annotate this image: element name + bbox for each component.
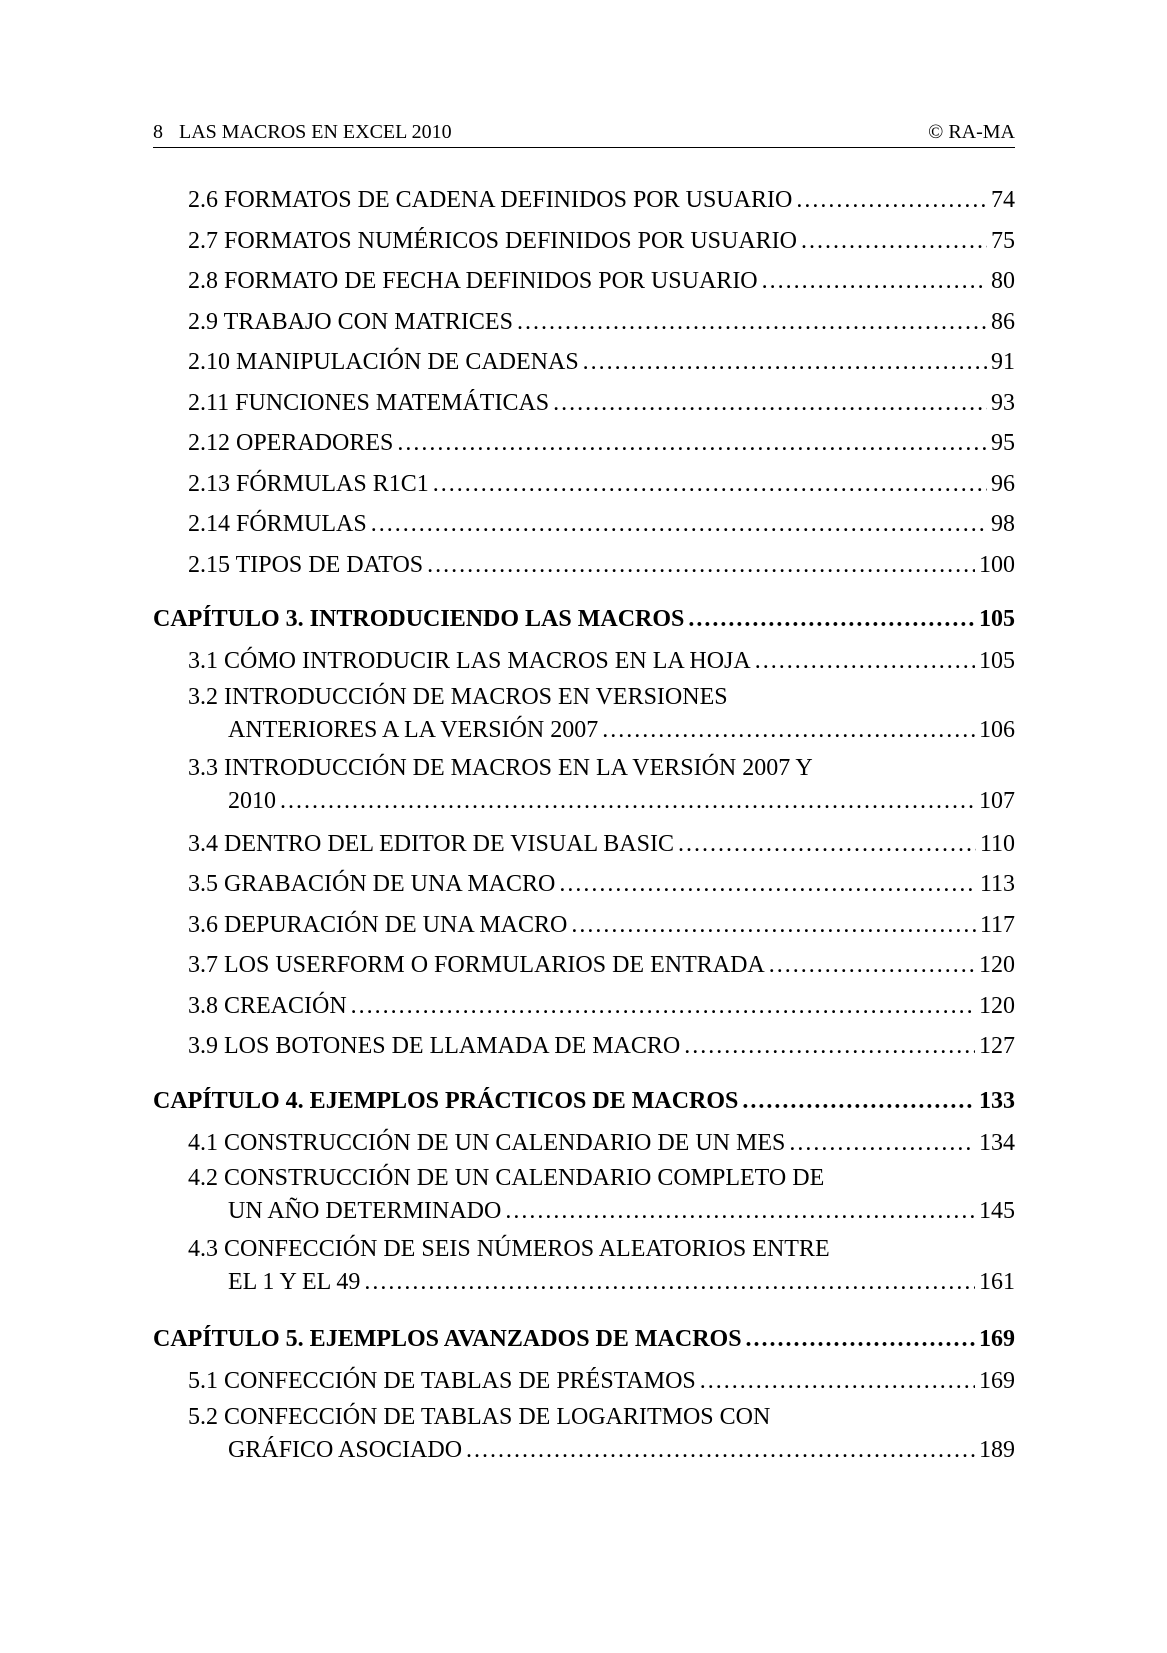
toc-line (153, 1080, 1015, 1123)
toc-entry-title: 2.6 FORMATOS DE CADENA DEFINIDOS POR USUARIO (188, 187, 793, 213)
dot-leader (505, 1194, 975, 1228)
toc-line (188, 713, 1015, 753)
toc-section-entry (153, 945, 1015, 986)
toc-section-entry (153, 261, 1015, 302)
toc-entry-title: 3.2 INTRODUCCIÓN DE MACROS EN VERSIONES (188, 683, 728, 710)
toc-section-entry (153, 1234, 1015, 1305)
toc-entry-title: EL 1 Y EL 49 (228, 1269, 361, 1295)
toc-entry-title: 2.11 FUNCIONES MATEMÁTICAS (188, 389, 550, 416)
toc-entry-title: 3.8 CREACIÓN (188, 992, 347, 1019)
toc-entry-title: 5.1 CONFECCIÓN DE TABLAS DE PRÉSTAMOS (188, 1368, 696, 1394)
toc-page-number: 145 (979, 1198, 1015, 1224)
toc-section-entry (153, 1402, 1015, 1473)
toc-line (188, 302, 1015, 343)
toc-chapter-entry (153, 585, 1015, 641)
toc-page-number: 133 (979, 1087, 1015, 1114)
toc-entry-title: ANTERIORES A LA VERSIÓN 2007 (228, 716, 599, 743)
toc-entry-title: 3.4 DENTRO DEL EDITOR DE VISUAL BASIC (188, 830, 674, 857)
dot-leader (517, 302, 987, 343)
toc-line (153, 598, 1015, 641)
dot-leader (742, 1080, 975, 1123)
dot-leader (397, 423, 987, 464)
toc-entry-title: 3.6 DEPURACIÓN DE UNA MACRO (188, 911, 568, 938)
toc-page-number: 134 (979, 1129, 1015, 1156)
dot-leader (602, 713, 975, 747)
toc-page-number: 161 (979, 1269, 1015, 1295)
toc-line (188, 1433, 1015, 1473)
table-of-contents (153, 180, 1015, 1473)
dot-leader (571, 905, 976, 946)
toc-line (188, 945, 1015, 986)
dot-leader (684, 1026, 975, 1067)
toc-entry-title: 4.1 CONSTRUCCIÓN DE UN CALENDARIO DE UN MES (188, 1129, 786, 1156)
toc-section-entry (153, 753, 1015, 824)
toc-entry-title: UN AÑO DETERMINADO (228, 1198, 502, 1224)
toc-line (188, 784, 1015, 824)
toc-section-entry (153, 504, 1015, 545)
toc-entry-title: 2.9 TRABAJO CON MATRICES (188, 308, 513, 335)
toc-line (188, 1265, 1015, 1305)
toc-page-number: 127 (979, 1033, 1015, 1059)
toc-page-number: 91 (991, 349, 1015, 375)
toc-page-number: 95 (991, 430, 1015, 456)
toc-section-entry (153, 180, 1015, 221)
toc-line (188, 864, 1015, 905)
toc-page-number: 80 (991, 268, 1015, 294)
toc-section-entry (153, 986, 1015, 1027)
toc-entry-title: 5.2 CONFECCIÓN DE TABLAS DE LOGARITMOS CON (188, 1403, 771, 1430)
toc-line (188, 1123, 1015, 1164)
book-title: LAS MACROS EN EXCEL 2010 (179, 121, 452, 143)
toc-section-entry (153, 641, 1015, 682)
toc-line (188, 464, 1015, 505)
toc-page-number: 98 (991, 511, 1015, 537)
toc-line (153, 1318, 1015, 1361)
dot-leader (700, 1361, 975, 1402)
toc-line (188, 824, 1015, 865)
dot-leader (583, 342, 987, 383)
toc-line (188, 1194, 1015, 1234)
toc-page-number: 86 (991, 308, 1015, 335)
toc-entry-title: 2.7 FORMATOS NUMÉRICOS DEFINIDOS POR USUARIO (188, 227, 797, 254)
toc-line (188, 221, 1015, 262)
toc-entry-title: 2010 (228, 787, 276, 814)
toc-entry-title: 3.3 INTRODUCCIÓN DE MACROS EN LA VERSIÓN 2007 Y (188, 754, 813, 781)
dot-leader (796, 180, 987, 221)
toc-page-number: 117 (979, 911, 1015, 938)
toc-line (188, 1234, 1015, 1265)
toc-entry-title: CAPÍTULO 4. EJEMPLOS PRÁCTICOS DE MACROS (153, 1087, 739, 1114)
toc-line (188, 1026, 1015, 1067)
toc-line (188, 753, 1015, 784)
toc-line (188, 986, 1015, 1027)
toc-entry-title: 3.7 LOS USERFORM O FORMULARIOS DE ENTRADA (188, 952, 765, 978)
toc-page-number: 120 (979, 992, 1015, 1019)
toc-section-entry (153, 423, 1015, 464)
toc-entry-title: CAPÍTULO 3. INTRODUCIENDO LAS MACROS (153, 606, 685, 632)
toc-entry-title: CAPÍTULO 5. EJEMPLOS AVANZADOS DE MACROS (153, 1326, 742, 1352)
toc-line (188, 545, 1015, 586)
toc-entry-title: 2.15 TIPOS DE DATOS (188, 551, 424, 578)
dot-leader (801, 221, 987, 262)
dot-leader (427, 545, 975, 586)
toc-page-number: 106 (979, 716, 1015, 743)
toc-section-entry (153, 824, 1015, 865)
toc-line (188, 1402, 1015, 1433)
dot-leader (688, 598, 975, 641)
toc-section-entry (153, 682, 1015, 753)
toc-page-number: 189 (979, 1436, 1015, 1463)
toc-line (188, 1361, 1015, 1402)
page-number: 8 (153, 121, 163, 143)
toc-line (188, 383, 1015, 424)
toc-page-number: 105 (979, 606, 1015, 632)
toc-page-number: 107 (979, 787, 1015, 814)
toc-page-number: 93 (991, 389, 1015, 416)
dot-leader (755, 641, 975, 682)
header-left (153, 120, 452, 144)
dot-leader (364, 1265, 975, 1299)
toc-page-number: 169 (979, 1368, 1015, 1394)
toc-page-number: 96 (991, 470, 1015, 497)
toc-line (188, 261, 1015, 302)
dot-leader (789, 1123, 975, 1164)
toc-chapter-entry (153, 1067, 1015, 1123)
dot-leader (280, 784, 975, 818)
toc-page-number: 110 (979, 830, 1015, 857)
toc-chapter-entry (153, 1305, 1015, 1361)
toc-section-entry (153, 221, 1015, 262)
toc-section-entry (153, 1163, 1015, 1234)
toc-entry-title: 2.13 FÓRMULAS R1C1 (188, 470, 429, 497)
toc-page-number: 105 (979, 648, 1015, 674)
dot-leader (466, 1433, 975, 1467)
dot-leader (746, 1318, 975, 1361)
toc-line (188, 342, 1015, 383)
dot-leader (553, 383, 987, 424)
toc-entry-title: GRÁFICO ASOCIADO (228, 1436, 463, 1463)
publisher: © RA-MA (928, 121, 1015, 143)
toc-page-number: 120 (979, 952, 1015, 978)
dot-leader (769, 945, 975, 986)
toc-entry-title: 3.1 CÓMO INTRODUCIR LAS MACROS EN LA HOJA (188, 648, 751, 674)
toc-entry-title: 2.14 FÓRMULAS (188, 511, 367, 537)
toc-page-number: 169 (979, 1326, 1015, 1352)
dot-leader (351, 986, 975, 1027)
dot-leader (678, 824, 976, 865)
toc-entry-title: 4.2 CONSTRUCCIÓN DE UN CALENDARIO COMPLETO DE (188, 1165, 825, 1191)
toc-entry-title: 2.10 MANIPULACIÓN DE CADENAS (188, 349, 579, 375)
toc-line (188, 1163, 1015, 1194)
running-header (153, 120, 1015, 148)
toc-section-entry (153, 464, 1015, 505)
toc-section-entry (153, 545, 1015, 586)
toc-entry-title: 2.12 OPERADORES (188, 430, 394, 456)
toc-line (188, 682, 1015, 713)
toc-section-entry (153, 905, 1015, 946)
toc-line (188, 641, 1015, 682)
dot-leader (762, 261, 987, 302)
toc-page-number: 113 (979, 871, 1015, 897)
toc-line (188, 423, 1015, 464)
toc-section-entry (153, 302, 1015, 343)
dot-leader (371, 504, 987, 545)
toc-section-entry (153, 1123, 1015, 1164)
toc-entry-title: 3.5 GRABACIÓN DE UNA MACRO (188, 871, 556, 897)
toc-section-entry (153, 342, 1015, 383)
toc-section-entry (153, 1026, 1015, 1067)
toc-page-number: 75 (991, 227, 1015, 254)
toc-section-entry (153, 383, 1015, 424)
toc-line (188, 905, 1015, 946)
toc-entry-title: 4.3 CONFECCIÓN DE SEIS NÚMEROS ALEATORIOS ENTRE (188, 1236, 830, 1262)
toc-page-number: 74 (991, 187, 1015, 213)
toc-section-entry (153, 864, 1015, 905)
toc-page-number: 100 (979, 551, 1015, 578)
toc-section-entry (153, 1361, 1015, 1402)
toc-entry-title: 2.8 FORMATO DE FECHA DEFINIDOS POR USUARIO (188, 268, 758, 294)
toc-entry-title: 3.9 LOS BOTONES DE LLAMADA DE MACRO (188, 1033, 681, 1059)
dot-leader (559, 864, 976, 905)
dot-leader (433, 464, 987, 505)
toc-line (188, 180, 1015, 221)
toc-line (188, 504, 1015, 545)
